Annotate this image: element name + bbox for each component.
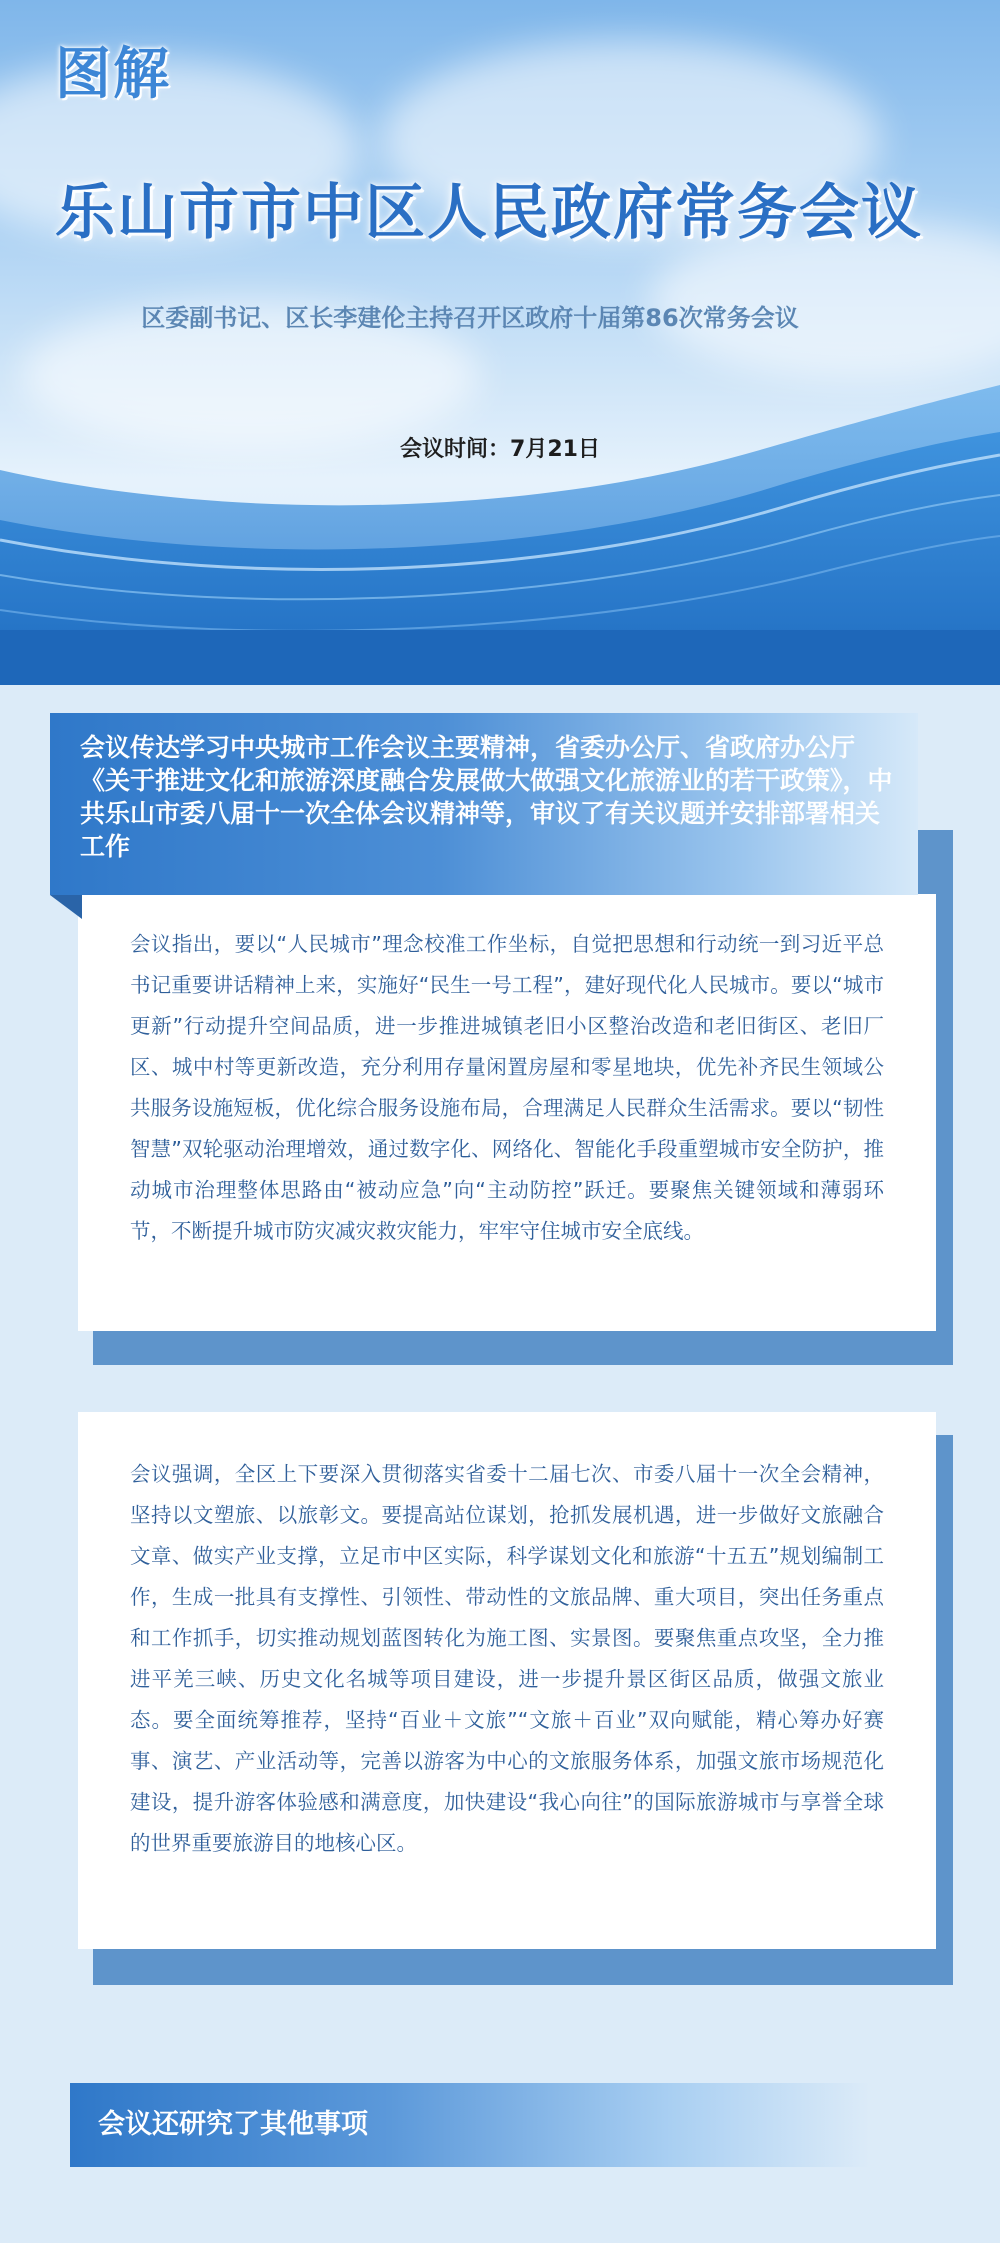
other-matters-label: 会议还研究了其他事项 bbox=[98, 2109, 368, 2140]
summary-banner bbox=[50, 713, 918, 895]
card-2-text: 会议强调，全区上下要深入贯彻落实省委十二届七次、市委八届十一次全会精神，坚持以文塑旅、以旅彰文。要提高站位谋划，抢抓发展机遇，进一步做好文旅融合文章、做实产业支撑，立足市中区实际，科学谋划文化和旅游“十五五”规划编制工作，生成一批具有支撑性、引领性、带动性的文旅品牌、重大项目，突出任务重点和工作抓手，切实推动规划蓝图转化为施工图、实景图。要聚焦重点攻坚，全力推进平羌三峡、历史文化名城等项目建设，进一步提升景区街区品质，做强文旅业态。要全面统筹推荐，坚持“百业＋文旅”“文旅＋百业”双向赋能，精心筹办好赛事、演艺、产业活动等，完善以游客为中心的文旅服务体系，加强文旅市场规范化建设，提升游客体验感和满意度，加快建设“我心向往”的国际旅游城市与享誉全球的世界重要旅游目的地核心区。 bbox=[130, 1462, 884, 1855]
page-title: 乐山市市中区人民政府常务会议 bbox=[55, 178, 923, 248]
summary-fold-decoration bbox=[50, 895, 82, 919]
meeting-subtitle: 区委副书记、区长李建伦主持召开区政府十届第86次常务会议 bbox=[141, 304, 799, 332]
hero-banner bbox=[0, 0, 1000, 685]
summary-text: 会议传达学习中央城市工作会议主要精神，省委办公厅、省政府办公厅《关于推进文化和旅游深度融合发展做大做强文化旅游业的若干政策》，中共乐山市委八届十一次全体会议精神等，审议了有关议题并安排部署相关工作 bbox=[80, 733, 893, 861]
meeting-time-value: 7月21日 bbox=[510, 437, 600, 462]
other-matters-banner bbox=[70, 2083, 870, 2167]
meeting-time-label: 会议时间： bbox=[400, 437, 511, 462]
content-card-2 bbox=[78, 1412, 936, 1949]
infographic-tag: 图解 bbox=[55, 42, 171, 107]
card-1-text: 会议指出，要以“人民城市”理念校准工作坐标，自觉把思想和行动统一到习近平总书记重要讲话精神上来，实施好“民生一号工程”，建好现代化人民城市。要以“城市更新”行动提升空间品质，进一步推进城镇老旧小区整治改造和老旧街区、老旧厂区、城中村等更新改造，充分利用存量闲置房屋和零星地块，优先补齐民生领域公共服务设施短板，优化综合服务设施布局，合理满足人民群众生活需求。要以“韧性智慧”双轮驱动治理增效，通过数字化、网络化、智能化手段重塑城市安全防护，推动城市治理整体思路由“被动应急”向“主动防控”跃迁。要聚焦关键领域和薄弱环节，不断提升城市防灾减灾救灾能力，牢牢守住城市安全底线。 bbox=[130, 932, 884, 1243]
content-card-1 bbox=[78, 894, 936, 1331]
meeting-time bbox=[0, 432, 1000, 463]
